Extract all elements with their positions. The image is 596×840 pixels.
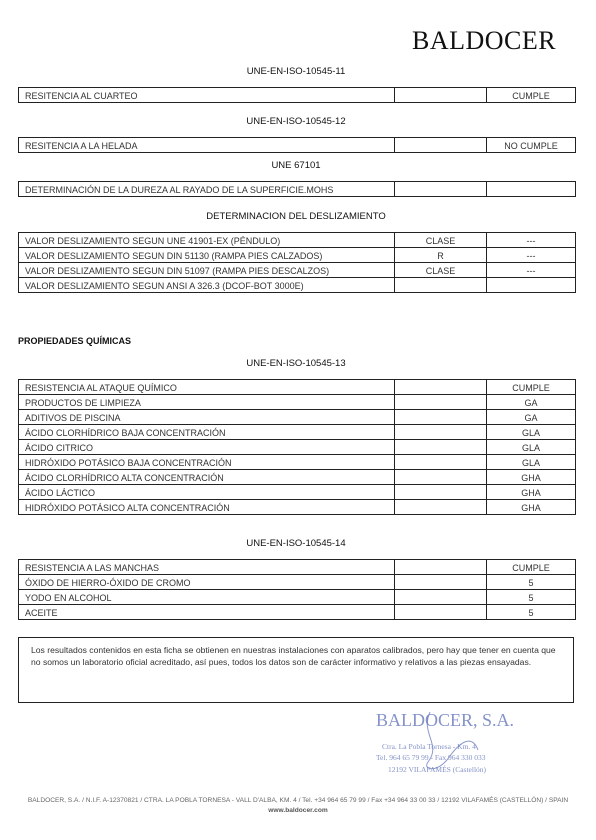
result-cell: 5 <box>487 605 576 620</box>
table-row <box>19 485 576 500</box>
table-hardness <box>18 181 576 197</box>
result-cell: CUMPLE <box>487 380 576 395</box>
property-name-cell: VALOR DESLIZAMIENTO SEGUN UNE 41901-EX (PÉNDULO) <box>19 233 395 248</box>
result-cell: CUMPLE <box>487 88 576 103</box>
table-row <box>19 590 576 605</box>
result-cell: GA <box>487 410 576 425</box>
table-stain-resistance <box>18 559 576 620</box>
result-cell: 5 <box>487 575 576 590</box>
property-name-cell: ÁCIDO CLORHÍDRICO ALTA CONCENTRACIÓN <box>19 470 395 485</box>
class-cell <box>395 455 487 470</box>
class-cell <box>395 138 487 153</box>
standard-heading-stains: UNE-EN-ISO-10545-14 <box>246 538 346 549</box>
table-row <box>19 470 576 485</box>
class-cell <box>395 278 487 293</box>
class-cell <box>395 440 487 455</box>
class-cell <box>395 410 487 425</box>
table-row <box>19 605 576 620</box>
class-cell <box>395 560 487 575</box>
property-name-cell: ÁCIDO LÁCTICO <box>19 485 395 500</box>
table-row <box>19 248 576 263</box>
class-cell <box>395 395 487 410</box>
result-cell: 5 <box>487 590 576 605</box>
table-row <box>19 425 576 440</box>
result-cell: GLA <box>487 425 576 440</box>
table-row <box>19 278 576 293</box>
result-cell: GA <box>487 395 576 410</box>
table-row <box>19 138 576 153</box>
result-cell <box>487 182 576 197</box>
table-row <box>19 560 576 575</box>
result-cell: CUMPLE <box>487 560 576 575</box>
class-cell <box>395 500 487 515</box>
table-row <box>19 410 576 425</box>
property-name-cell: VALOR DESLIZAMIENTO SEGUN ANSI A 326.3 (DCOF-BOT 3000E) <box>19 278 395 293</box>
result-cell: NO CUMPLE <box>487 138 576 153</box>
property-name-cell: RESISTENCIA AL ATAQUE QUÍMICO <box>19 380 395 395</box>
table-row <box>19 380 576 395</box>
result-cell: GLA <box>487 440 576 455</box>
property-name-cell: DETERMINACIÓN DE LA DUREZA AL RAYADO DE LA SUPERFICIE.MOHS <box>19 182 395 197</box>
slip-heading: DETERMINACION DEL DESLIZAMIENTO <box>206 211 386 222</box>
disclaimer-note: Los resultados contenidos en esta ficha se obtienen en nuestras instalaciones con aparatos calibrados, pero hay que tener en cuenta que no somos un laboratorio oficial acreditado, así pues, todos los datos son de carácter informativo y relativos a las piezas ensayadas. <box>18 637 574 703</box>
result-cell: GLA <box>487 455 576 470</box>
result-cell: --- <box>487 248 576 263</box>
property-name-cell: RESITENCIA A LA HELADA <box>19 138 395 153</box>
class-cell <box>395 575 487 590</box>
standard-heading-frost: UNE-EN-ISO-10545-12 <box>246 116 346 127</box>
result-cell: --- <box>487 263 576 278</box>
property-name-cell: HIDRÓXIDO POTÁSICO BAJA CONCENTRACIÓN <box>19 455 395 470</box>
company-logo: BALDOCER <box>412 26 557 55</box>
result-cell: GHA <box>487 500 576 515</box>
footer-website: www.baldocer.com <box>268 807 328 814</box>
section-title-chemical: PROPIEDADES QUÍMICAS <box>18 336 132 346</box>
table-chemical-resistance <box>18 379 576 515</box>
table-slip-resistance <box>18 232 576 293</box>
property-name-cell: ÁCIDO CITRICO <box>19 440 395 455</box>
class-cell: R <box>395 248 487 263</box>
result-cell <box>487 278 576 293</box>
result-cell: GHA <box>487 485 576 500</box>
class-cell: CLASE <box>395 233 487 248</box>
property-name-cell: PRODUCTOS DE LIMPIEZA <box>19 395 395 410</box>
class-cell <box>395 470 487 485</box>
standard-heading-crazing: UNE-EN-ISO-10545-11 <box>246 66 346 77</box>
stamp-name: BALDOCER, S.A. <box>376 710 515 730</box>
table-row <box>19 88 576 103</box>
table-row <box>19 575 576 590</box>
table-row <box>19 500 576 515</box>
property-name-cell: ÓXIDO DE HIERRO-ÓXIDO DE CROMO <box>19 575 395 590</box>
class-cell: CLASE <box>395 263 487 278</box>
class-cell <box>395 380 487 395</box>
table-frost <box>18 137 576 153</box>
standard-heading-chemical: UNE-EN-ISO-10545-13 <box>246 358 346 369</box>
company-stamp <box>368 704 548 784</box>
property-name-cell: RESITENCIA AL CUARTEO <box>19 88 395 103</box>
property-name-cell: HIDRÓXIDO POTÁSICO ALTA CONCENTRACIÓN <box>19 500 395 515</box>
class-cell <box>395 425 487 440</box>
table-row <box>19 182 576 197</box>
class-cell <box>395 590 487 605</box>
table-row <box>19 263 576 278</box>
table-row <box>19 440 576 455</box>
table-crazing <box>18 87 576 103</box>
stamp-line-city: 12192 VILAFAMÉS (Castellón) <box>388 765 487 774</box>
result-cell: GHA <box>487 470 576 485</box>
class-cell <box>395 182 487 197</box>
class-cell <box>395 605 487 620</box>
property-name-cell: ÁCIDO CLORHÍDRICO BAJA CONCENTRACIÓN <box>19 425 395 440</box>
stamp-line-address: Ctra. La Pobla Tornesa - Km. 4 <box>382 742 476 751</box>
table-row <box>19 233 576 248</box>
class-cell <box>395 485 487 500</box>
property-name-cell: VALOR DESLIZAMIENTO SEGUN DIN 51097 (RAMPA PIES DESCALZOS) <box>19 263 395 278</box>
stamp-line-phone: Tel. 964 65 79 99 - Fax 964 330 033 <box>376 753 486 762</box>
table-row <box>19 395 576 410</box>
standard-heading-hardness: UNE 67101 <box>271 160 321 171</box>
result-cell: --- <box>487 233 576 248</box>
table-row <box>19 455 576 470</box>
property-name-cell: ADITIVOS DE PISCINA <box>19 410 395 425</box>
class-cell <box>395 88 487 103</box>
footer-address: BALDOCER, S.A. / N.I.F. A-12370821 / CTRA. LA POBLA TORNESA - VALL D'ALBA, KM. 4 / Tel. +34 964 65 79 99 / Fax +34 964 33 00 33 / 12192 VILAFAMÉS (CASTELLÓN) / SPAIN <box>27 797 569 804</box>
property-name-cell: ACEITE <box>19 605 395 620</box>
property-name-cell: RESISTENCIA A LAS MANCHAS <box>19 560 395 575</box>
property-name-cell: YODO EN ALCOHOL <box>19 590 395 605</box>
property-name-cell: VALOR DESLIZAMIENTO SEGUN DIN 51130 (RAMPA PIES CALZADOS) <box>19 248 395 263</box>
